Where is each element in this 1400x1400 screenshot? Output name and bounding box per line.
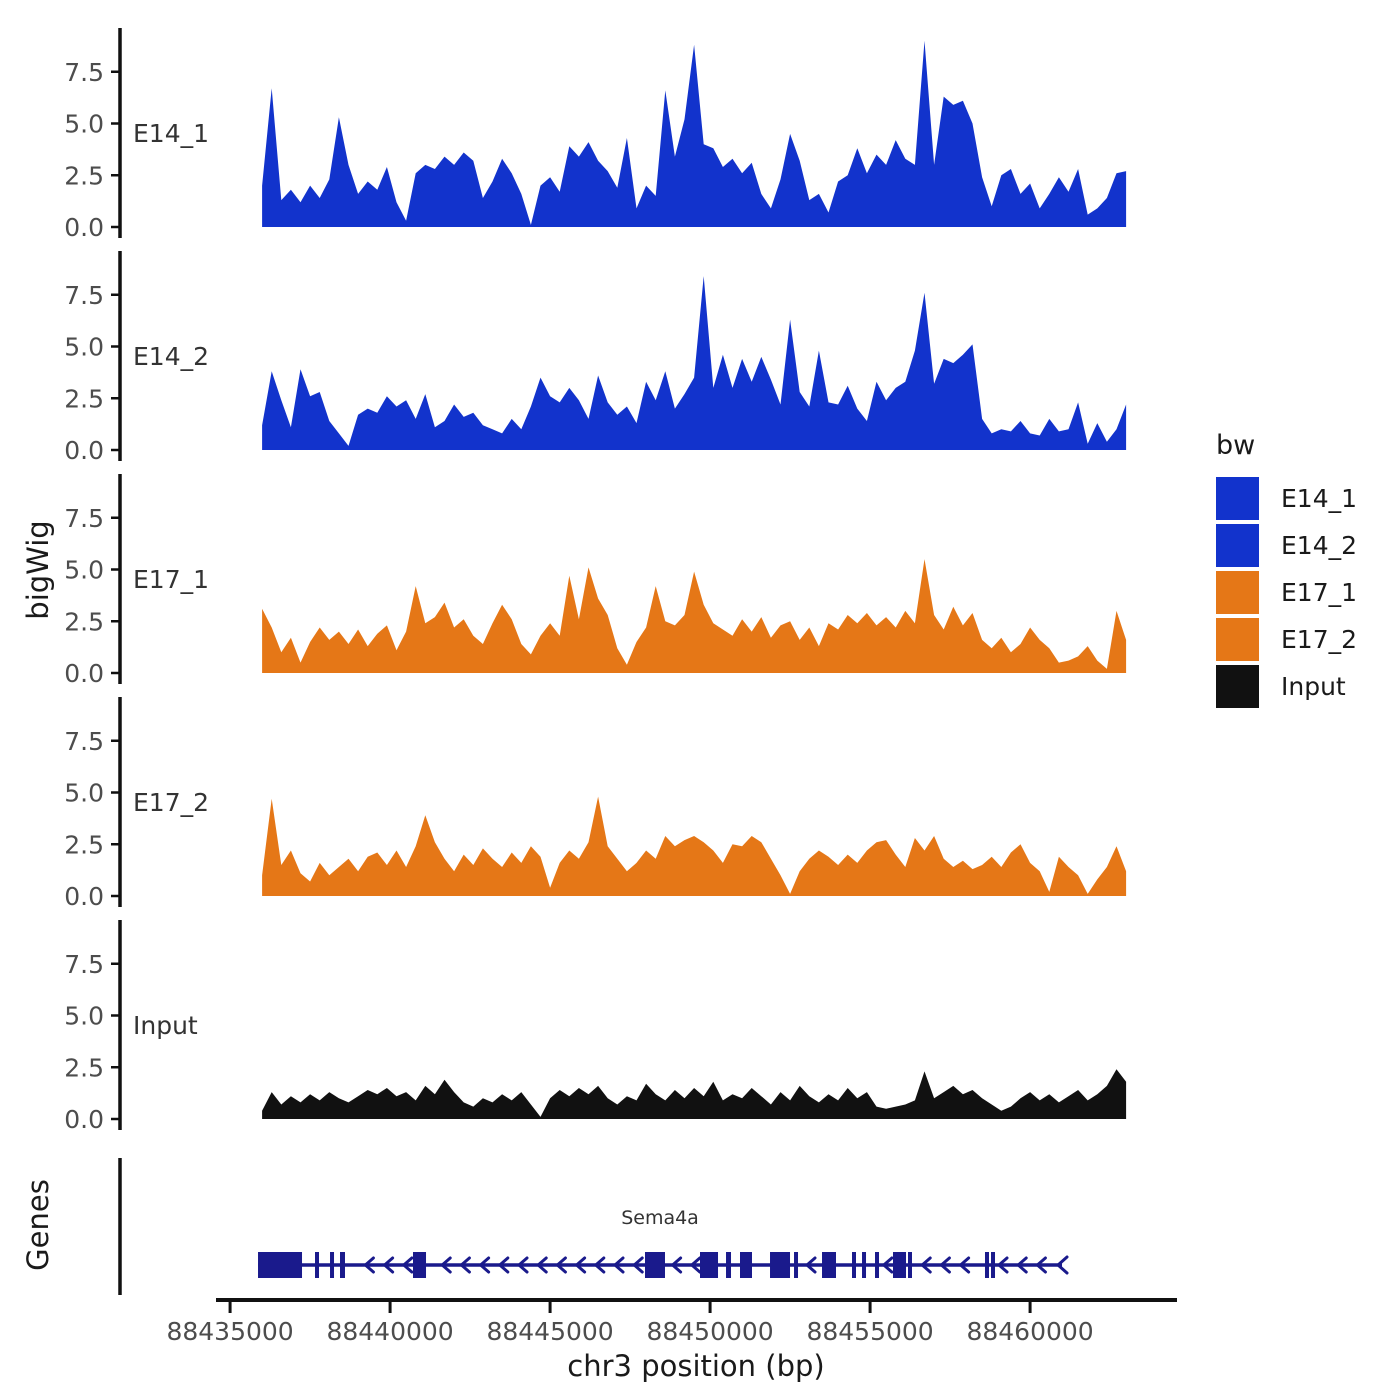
legend-entry-label: E17_2 xyxy=(1281,625,1358,654)
gene-end-arrow-icon xyxy=(1058,1257,1067,1273)
x-tick-label: 88455000 xyxy=(806,1317,934,1346)
track-label-E17_2: E17_2 xyxy=(133,788,210,817)
gene-exon xyxy=(852,1252,856,1278)
coverage-area-Input xyxy=(262,1069,1126,1119)
track-label-E14_1: E14_1 xyxy=(133,119,210,148)
x-axis-title: chr3 position (bp) xyxy=(567,1349,825,1383)
legend-entry-label: E14_1 xyxy=(1281,484,1358,513)
gene-exon xyxy=(770,1252,790,1278)
y-tick-label-E17_1: 7.5 xyxy=(64,503,104,533)
y-axis-title-bigwig: bigWig xyxy=(21,520,55,620)
gene-exon xyxy=(862,1252,866,1278)
legend-swatch-icon xyxy=(1216,477,1259,520)
legend-entry-Input xyxy=(1216,665,1396,708)
y-tick-label-E14_1: 0.0 xyxy=(64,213,104,242)
x-tick-label: 88460000 xyxy=(966,1317,1094,1346)
gene-exon xyxy=(315,1252,319,1278)
x-tick-label: 88435000 xyxy=(166,1317,294,1346)
gene-exon xyxy=(985,1252,989,1278)
gene-exon xyxy=(893,1252,906,1278)
gene-exon xyxy=(726,1252,731,1278)
gene-label: Sema4a xyxy=(621,1207,699,1229)
y-tick-label-Input: 5.0 xyxy=(64,1001,104,1031)
track-label-E14_2: E14_2 xyxy=(133,342,210,371)
y-tick-label-E17_1: 2.5 xyxy=(64,607,104,637)
y-tick-label-E17_2: 7.5 xyxy=(64,726,104,756)
legend-swatch-icon xyxy=(1216,524,1259,567)
x-tick-label: 88440000 xyxy=(326,1317,454,1346)
y-tick-label-E17_2: 2.5 xyxy=(64,830,104,860)
y-tick-label-E17_1: 5.0 xyxy=(64,555,104,585)
legend-swatch-icon xyxy=(1216,571,1259,614)
legend-swatch-icon xyxy=(1216,665,1259,708)
y-axis-title-genes: Genes xyxy=(21,1179,55,1271)
y-tick-label-Input: 2.5 xyxy=(64,1053,104,1083)
gene-exon xyxy=(875,1252,879,1278)
legend-entry-E14_2 xyxy=(1216,524,1396,567)
coverage-area-E14_2 xyxy=(262,276,1126,450)
y-tick-label-Input: 0.0 xyxy=(64,1105,104,1134)
gene-exon xyxy=(340,1252,345,1278)
gene-exon xyxy=(908,1252,912,1278)
legend-title: bw xyxy=(1216,430,1256,461)
gene-exon xyxy=(330,1252,334,1278)
y-tick-label-E14_2: 7.5 xyxy=(64,280,104,310)
y-tick-label-E14_1: 2.5 xyxy=(64,161,104,191)
x-tick-label: 88445000 xyxy=(486,1317,614,1346)
gene-exon xyxy=(822,1252,836,1278)
coverage-area-E17_2 xyxy=(262,797,1126,896)
y-tick-label-E14_2: 0.0 xyxy=(64,436,104,465)
legend xyxy=(1216,430,1396,712)
gene-exon xyxy=(258,1252,302,1278)
y-tick-label-E17_1: 0.0 xyxy=(64,659,104,688)
legend-entry-label: E14_2 xyxy=(1281,531,1358,560)
legend-entry-E17_2 xyxy=(1216,618,1396,661)
y-tick-label-E14_1: 5.0 xyxy=(64,109,104,139)
track-label-E17_1: E17_1 xyxy=(133,565,210,594)
gene-exon xyxy=(413,1252,426,1278)
coverage-area-E17_1 xyxy=(262,559,1126,673)
gene-exon xyxy=(645,1252,665,1278)
legend-swatch-icon xyxy=(1216,618,1259,661)
track-label-Input: Input xyxy=(133,1011,198,1040)
x-tick-label: 88450000 xyxy=(646,1317,774,1346)
coverage-area-E14_1 xyxy=(262,41,1126,227)
legend-entry-label: E17_1 xyxy=(1281,578,1358,607)
gene-exon xyxy=(794,1252,798,1278)
y-tick-label-E17_2: 5.0 xyxy=(64,778,104,808)
legend-entry-label: Input xyxy=(1281,672,1346,701)
legend-entries xyxy=(1216,477,1396,708)
y-tick-label-E14_2: 2.5 xyxy=(64,384,104,414)
y-tick-label-E14_2: 5.0 xyxy=(64,332,104,362)
gene-exon xyxy=(740,1252,752,1278)
legend-entry-E17_1 xyxy=(1216,571,1396,614)
y-tick-label-E14_1: 7.5 xyxy=(64,57,104,87)
y-tick-label-Input: 7.5 xyxy=(64,949,104,979)
y-tick-label-E17_2: 0.0 xyxy=(64,882,104,911)
gene-exon xyxy=(700,1252,718,1278)
legend-entry-E14_1 xyxy=(1216,477,1396,520)
gene-exon xyxy=(991,1252,995,1278)
